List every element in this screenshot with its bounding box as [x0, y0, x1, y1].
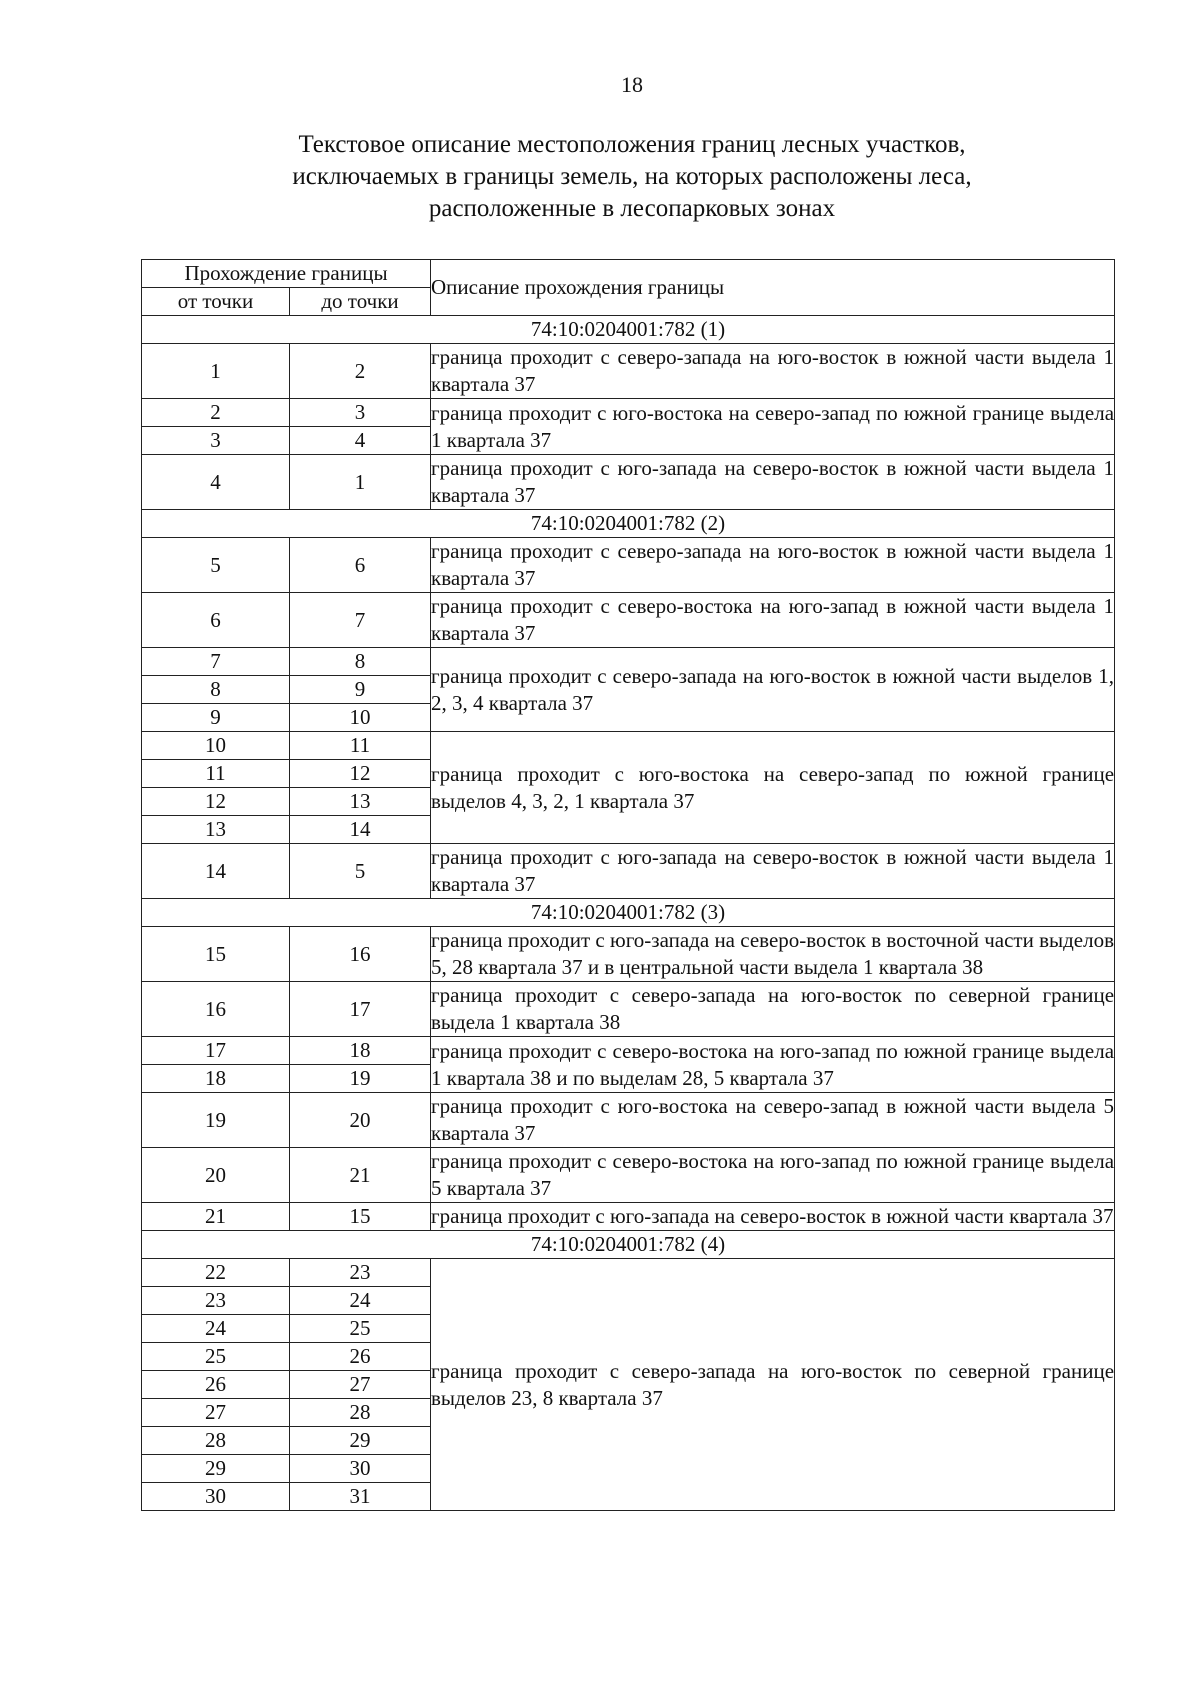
page-number: 18	[621, 72, 643, 97]
table-row	[142, 927, 1115, 982]
from-point-cell: 12	[142, 788, 290, 816]
to-point-cell: 24	[290, 1287, 431, 1315]
to-point-cell: 30	[290, 1455, 431, 1483]
header-boundary-passage: Прохождение границы	[142, 260, 431, 288]
from-point-cell: 20	[142, 1148, 290, 1203]
to-point-cell: 6	[290, 538, 431, 593]
to-point-cell: 23	[290, 1259, 431, 1287]
to-point-cell: 27	[290, 1371, 431, 1399]
from-point-cell: 26	[142, 1371, 290, 1399]
section-row	[142, 510, 1115, 538]
to-point-cell: 1	[290, 455, 431, 510]
to-point-cell: 9	[290, 676, 431, 704]
title-line: расположенные в лесопарковых зонах	[428, 195, 836, 222]
from-point-cell: 2	[142, 399, 290, 427]
description-cell: граница проходит с северо-запада на юго-восток в южной части выдела 1 квартала 37	[431, 344, 1115, 399]
section-label: 74:10:0204001:782 (3)	[142, 899, 1115, 927]
to-point-cell: 21	[290, 1148, 431, 1203]
header-description: Описание прохождения границы	[431, 260, 1115, 316]
from-point-cell: 17	[142, 1037, 290, 1065]
description-cell: граница проходит с юго-востока на северо-запад в южной части выдела 5 квартала 37	[431, 1093, 1115, 1148]
to-point-cell: 7	[290, 593, 431, 648]
to-point-cell: 14	[290, 816, 431, 844]
description-cell: граница проходит с северо-запада на юго-восток по северной границе выдела 1 квартала 38	[431, 982, 1115, 1037]
from-point-cell: 3	[142, 427, 290, 455]
description-cell: граница проходит с юго-запада на северо-восток в южной части выдела 1 квартала 37	[431, 844, 1115, 899]
from-point-cell: 9	[142, 704, 290, 732]
from-point-cell: 5	[142, 538, 290, 593]
table-row	[142, 399, 1115, 427]
from-point-cell: 24	[142, 1315, 290, 1343]
from-point-cell: 15	[142, 927, 290, 982]
from-point-cell: 21	[142, 1203, 290, 1231]
from-point-cell: 23	[142, 1287, 290, 1315]
to-point-cell: 28	[290, 1399, 431, 1427]
to-point-cell: 29	[290, 1427, 431, 1455]
header-to-point: до точки	[290, 288, 431, 316]
to-point-cell: 8	[290, 648, 431, 676]
to-point-cell: 31	[290, 1483, 431, 1511]
table-row	[142, 455, 1115, 510]
from-point-cell: 11	[142, 760, 290, 788]
table-row	[142, 1037, 1115, 1065]
to-point-cell: 10	[290, 704, 431, 732]
from-point-cell: 6	[142, 593, 290, 648]
from-point-cell: 30	[142, 1483, 290, 1511]
from-point-cell: 22	[142, 1259, 290, 1287]
to-point-cell: 17	[290, 982, 431, 1037]
from-point-cell: 4	[142, 455, 290, 510]
from-point-cell: 10	[142, 732, 290, 760]
document-title	[200, 129, 1064, 225]
from-point-cell: 14	[142, 844, 290, 899]
description-cell: граница проходит с северо-запада на юго-восток в южной части выдела 1 квартала 37	[431, 538, 1115, 593]
to-point-cell: 25	[290, 1315, 431, 1343]
description-cell: граница проходит с юго-востока на северо-запад по южной границе выдела 1 квартала 37	[431, 399, 1115, 455]
table-row	[142, 593, 1115, 648]
from-point-cell: 25	[142, 1343, 290, 1371]
title-line: Текстовое описание местоположения границ лесных участков,	[298, 131, 966, 158]
section-label: 74:10:0204001:782 (1)	[142, 316, 1115, 344]
description-cell: граница проходит с юго-востока на северо-запад по южной границе выделов 4, 3, 2, 1 квартала 37	[431, 732, 1115, 844]
boundary-table	[141, 259, 1115, 1511]
to-point-cell: 5	[290, 844, 431, 899]
to-point-cell: 15	[290, 1203, 431, 1231]
from-point-cell: 28	[142, 1427, 290, 1455]
to-point-cell: 3	[290, 399, 431, 427]
table-row	[142, 1203, 1115, 1231]
table-row	[142, 1148, 1115, 1203]
table-row	[142, 1259, 1115, 1287]
from-point-cell: 7	[142, 648, 290, 676]
from-point-cell: 16	[142, 982, 290, 1037]
from-point-cell: 13	[142, 816, 290, 844]
table-header-row	[142, 260, 1115, 288]
from-point-cell: 1	[142, 344, 290, 399]
table-row	[142, 982, 1115, 1037]
to-point-cell: 13	[290, 788, 431, 816]
to-point-cell: 11	[290, 732, 431, 760]
description-cell: граница проходит с юго-запада на северо-восток в южной части квартала 37	[431, 1203, 1115, 1231]
description-cell: граница проходит с северо-востока на юго-запад в южной части выдела 1 квартала 37	[431, 593, 1115, 648]
to-point-cell: 18	[290, 1037, 431, 1065]
to-point-cell: 12	[290, 760, 431, 788]
to-point-cell: 20	[290, 1093, 431, 1148]
table-row	[142, 344, 1115, 399]
to-point-cell: 16	[290, 927, 431, 982]
to-point-cell: 19	[290, 1065, 431, 1093]
section-row	[142, 1231, 1115, 1259]
description-cell: граница проходит с северо-востока на юго-запад по южной границе выдела 1 квартала 38 и по выделам 28, 5 квартала 37	[431, 1037, 1115, 1093]
to-point-cell: 2	[290, 344, 431, 399]
from-point-cell: 27	[142, 1399, 290, 1427]
section-row	[142, 316, 1115, 344]
section-row	[142, 899, 1115, 927]
table-row	[142, 732, 1115, 760]
section-label: 74:10:0204001:782 (4)	[142, 1231, 1115, 1259]
from-point-cell: 29	[142, 1455, 290, 1483]
table-row	[142, 538, 1115, 593]
description-cell: граница проходит с северо-запада на юго-восток по северной границе выделов 23, 8 квартала 37	[431, 1259, 1115, 1511]
description-cell: граница проходит с юго-запада на северо-восток в южной части выдела 1 квартала 37	[431, 455, 1115, 510]
description-cell: граница проходит с северо-востока на юго-запад по южной границе выдела 5 квартала 37	[431, 1148, 1115, 1203]
description-cell: граница проходит с юго-запада на северо-восток в восточной части выделов 5, 28 квартала 37 и в центральной части выдела 1 квартала 38	[431, 927, 1115, 982]
header-from-point: от точки	[142, 288, 290, 316]
section-label: 74:10:0204001:782 (2)	[142, 510, 1115, 538]
table-row	[142, 1093, 1115, 1148]
description-cell: граница проходит с северо-запада на юго-восток в южной части выделов 1, 2, 3, 4 квартала 37	[431, 648, 1115, 732]
to-point-cell: 4	[290, 427, 431, 455]
table-row	[142, 844, 1115, 899]
from-point-cell: 8	[142, 676, 290, 704]
from-point-cell: 18	[142, 1065, 290, 1093]
table-row	[142, 648, 1115, 676]
from-point-cell: 19	[142, 1093, 290, 1148]
title-line: исключаемых в границы земель, на которых расположены леса,	[292, 163, 972, 190]
to-point-cell: 26	[290, 1343, 431, 1371]
